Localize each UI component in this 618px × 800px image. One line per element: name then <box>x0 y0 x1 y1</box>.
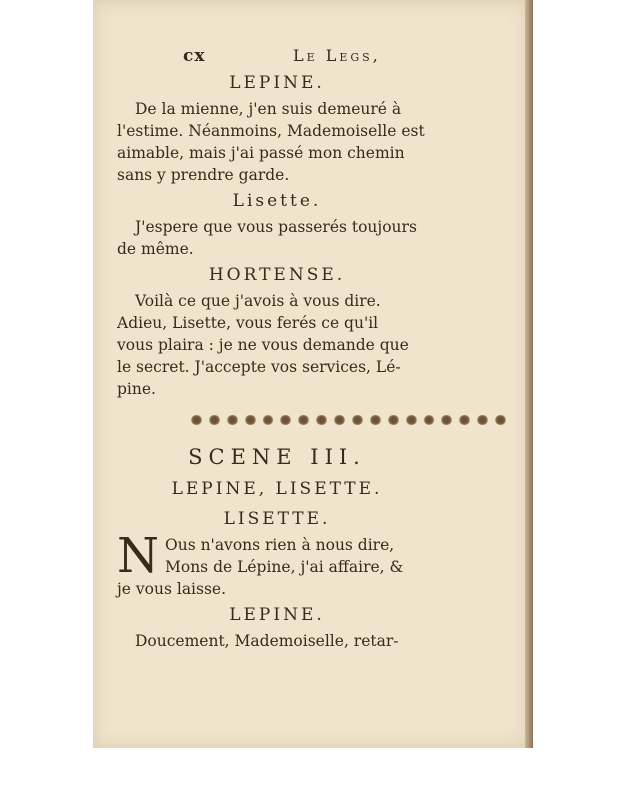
speaker-name: LEPINE. <box>229 605 325 625</box>
fleuron-icon <box>190 415 203 425</box>
dialogue-paragraph <box>117 98 507 186</box>
text-line: pine. <box>117 380 156 398</box>
text-line: Adieu, Lisette, vous ferés ce qu'il <box>117 314 379 332</box>
fleuron-icon <box>244 415 257 425</box>
fleuron-icon <box>279 415 292 425</box>
fleuron-icon <box>494 415 507 425</box>
running-title: Le Legs, <box>293 46 381 65</box>
fleuron-icon <box>297 415 310 425</box>
text-line: je vous laisse. <box>117 580 227 598</box>
scene-heading: SCENE III. <box>188 445 366 469</box>
speaker-name: LEPINE, LISETTE. <box>171 479 383 499</box>
fleuron-icon <box>226 415 239 425</box>
fleuron-icon <box>458 415 471 425</box>
text-line: de même. <box>117 240 194 258</box>
book-page <box>93 0 529 748</box>
fleuron-icon <box>262 415 275 425</box>
text-line: Doucement, Mademoiselle, retar- <box>135 632 399 650</box>
dialogue-paragraph <box>117 216 507 260</box>
text-line: le secret. J'accepte vos services, Lé- <box>117 358 401 376</box>
text-line: vous plaira : je ne vous demande que <box>117 336 409 354</box>
text-line: J'espere que vous passerés toujours <box>135 218 417 236</box>
running-head <box>93 46 527 68</box>
text-line: De la mienne, j'en suis demeuré à <box>135 100 402 118</box>
fleuron-icon <box>333 415 346 425</box>
page-body <box>117 68 507 652</box>
fleuron-icon <box>423 415 436 425</box>
speaker-name: HORTENSE. <box>208 265 346 285</box>
fleuron-icon <box>405 415 418 425</box>
fleuron-icon <box>315 415 328 425</box>
fleuron-icon <box>208 415 221 425</box>
text-line: aimable, mais j'ai passé mon chemin <box>117 144 405 162</box>
drop-capital: N <box>117 528 159 584</box>
fleuron-icon <box>440 415 453 425</box>
fleuron-icon <box>387 415 400 425</box>
fleuron-icon <box>476 415 489 425</box>
text-line: l'estime. Néanmoins, Mademoiselle est <box>117 122 425 140</box>
text-line: sans y prendre garde. <box>117 166 290 184</box>
dialogue-paragraph <box>117 630 507 652</box>
speaker-name: LISETTE. <box>223 509 331 529</box>
speaker-name: Lisette. <box>232 191 322 211</box>
fleuron-icon <box>369 415 382 425</box>
dialogue-paragraph <box>117 290 507 400</box>
text-line: Voilà ce que j'avois à vous dire. <box>135 292 381 310</box>
text-line: Ous n'avons rien à nous dire, <box>165 536 395 554</box>
speaker-name: LEPINE. <box>229 73 325 93</box>
page-edge <box>525 0 533 748</box>
text-line: Mons de Lépine, j'ai affaire, & <box>165 558 404 576</box>
page-number: cx <box>183 46 206 66</box>
dropcap-paragraph <box>117 528 507 600</box>
fleuron-icon <box>351 415 364 425</box>
ornament-rule <box>117 400 507 440</box>
